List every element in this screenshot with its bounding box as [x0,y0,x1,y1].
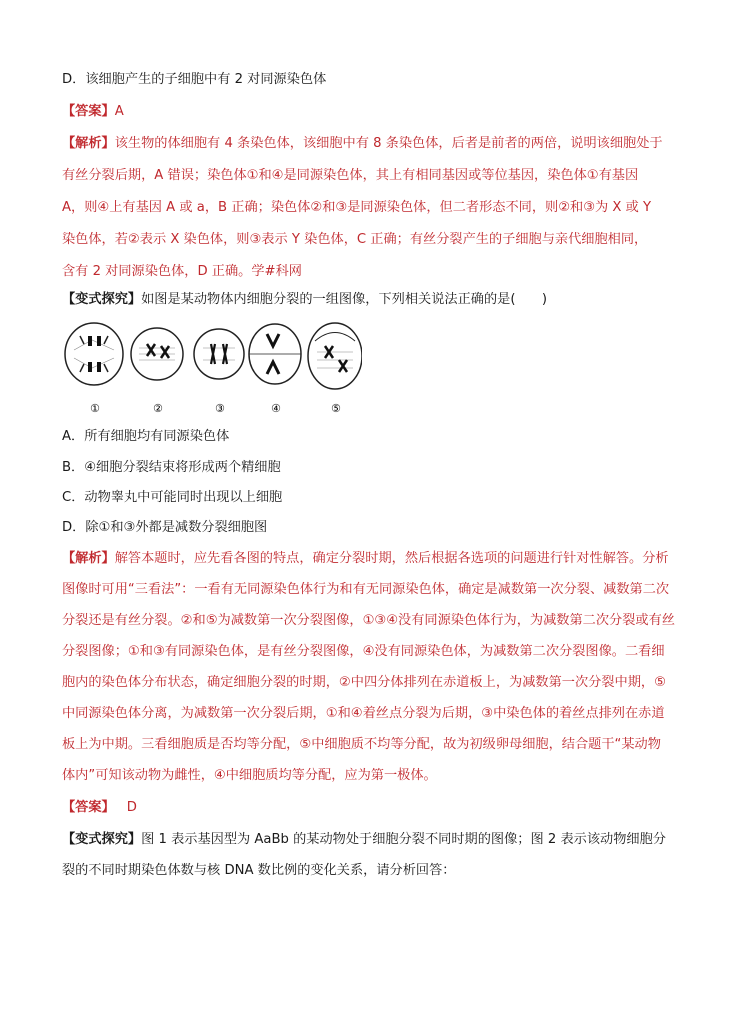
answer-value: A [114,104,124,119]
analysis2-text: 解答本题时，应先看各图的特点，确定分裂时期，然后根据各选项的问题进行针对性解答。分析 [114,551,669,566]
option-d-text: D．该细胞产生的子细胞中有 2 对同源染色体 [62,72,327,87]
variant-tag: 【变式探究】 [62,292,142,307]
answer-tag: 【答案】 [62,104,115,119]
cell-2 [131,328,183,380]
cell-1 [65,323,123,385]
analysis2-line-7: 板上为中期。三看细胞质是否均等分配，⑤中细胞质不均等分配，故为初级卵母细胞，结合题干“某动物 [62,737,661,752]
cell-label-2: ② [153,402,163,415]
analysis2-line-5: 胞内的染色体分布状态，确定细胞分裂的时期，②中四分体排列在赤道板上，为减数第一次分裂中期，⑤ [62,675,666,690]
answer2-value: D [126,800,137,815]
analysis-line-5: 含有 2 对同源染色体，D 正确。学#科网 [62,264,302,279]
variant2-tag: 【变式探究】 [62,832,142,847]
option-d: D．除①和③外都是减数分裂细胞图 [62,520,268,535]
cell-label-3: ③ [215,402,225,415]
variant2-row-1 [62,831,666,849]
option-b: B．④细胞分裂结束将形成两个精细胞 [62,460,281,475]
analysis-line-2: 有丝分裂后期，A 错误；染色体①和④是同源染色体，其上有相同基因或等位基因，染色体①有基因 [62,168,639,183]
answer-row [62,103,124,121]
analysis-line-4: 染色体，若②表示 X 染色体，则③表示 Y 染色体，C 正确；有丝分裂产生的子细胞与亲代细胞相同， [62,232,648,247]
answer2-tag: 【答案】 [62,800,115,815]
answer2-row [62,799,137,817]
analysis-tag: 【解析】 [62,136,115,151]
option-c: C．动物睾丸中可能同时出现以上细胞 [62,490,283,505]
cell-3 [194,329,244,379]
analysis2-line-2: 图像时可用“三看法”：一看有无同源染色体行为和有无同源染色体，确定是减数第一次分裂、减数第二次 [62,582,670,597]
analysis2-row-1 [62,550,669,568]
analysis2-line-6: 中同源染色体分离，为减数第一次分裂后期，①和④着丝点分裂为后期，③中染色体的着丝点排列在赤道 [62,706,665,721]
cell-label-5: ⑤ [331,402,341,415]
variant2-text: 图 1 表示基因型为 AaBb 的某动物处于细胞分裂不同时期的图像；图 2 表示该动物细胞分 [141,832,666,847]
cell-4 [249,324,301,384]
analysis2-line-4: 分裂图像；①和③有同源染色体，是有丝分裂图像，④没有同源染色体，为减数第二次分裂图像。二看细 [62,644,665,659]
analysis-text: 该生物的体细胞有 4 条染色体，该细胞中有 8 条染色体，后者是前者的两倍，说明该细胞处于 [114,136,663,151]
cell-label-1: ① [90,402,100,415]
analysis2-tag: 【解析】 [62,551,115,566]
cell-division-figure [62,320,362,415]
analysis2-line-8: 体内”可知该动物为雌性，④中细胞质均等分配，应为第一极体。 [62,768,437,783]
cell-label-4: ④ [271,402,281,415]
cell-5 [308,323,362,389]
analysis-row-1 [62,135,663,153]
analysis-line-3: A，则④上有基因 A 或 a，B 正确；染色体②和③是同源染色体，但二者形态不同，则②和③为 X 或 Y [62,200,652,215]
variant2-line-2: 裂的不同时期染色体数与核 DNA 数比例的变化关系，请分析回答： [62,863,456,878]
variant-question [62,291,547,309]
analysis2-line-3: 分裂还是有丝分裂。②和⑤为减数第一次分裂图像，①③④没有同源染色体行为，为减数第二次分裂或有丝 [62,613,675,628]
option-a: A．所有细胞均有同源染色体 [62,429,230,444]
variant-text: 如图是某动物体内细胞分裂的一组图像，下列相关说法正确的是( ) [141,292,548,307]
